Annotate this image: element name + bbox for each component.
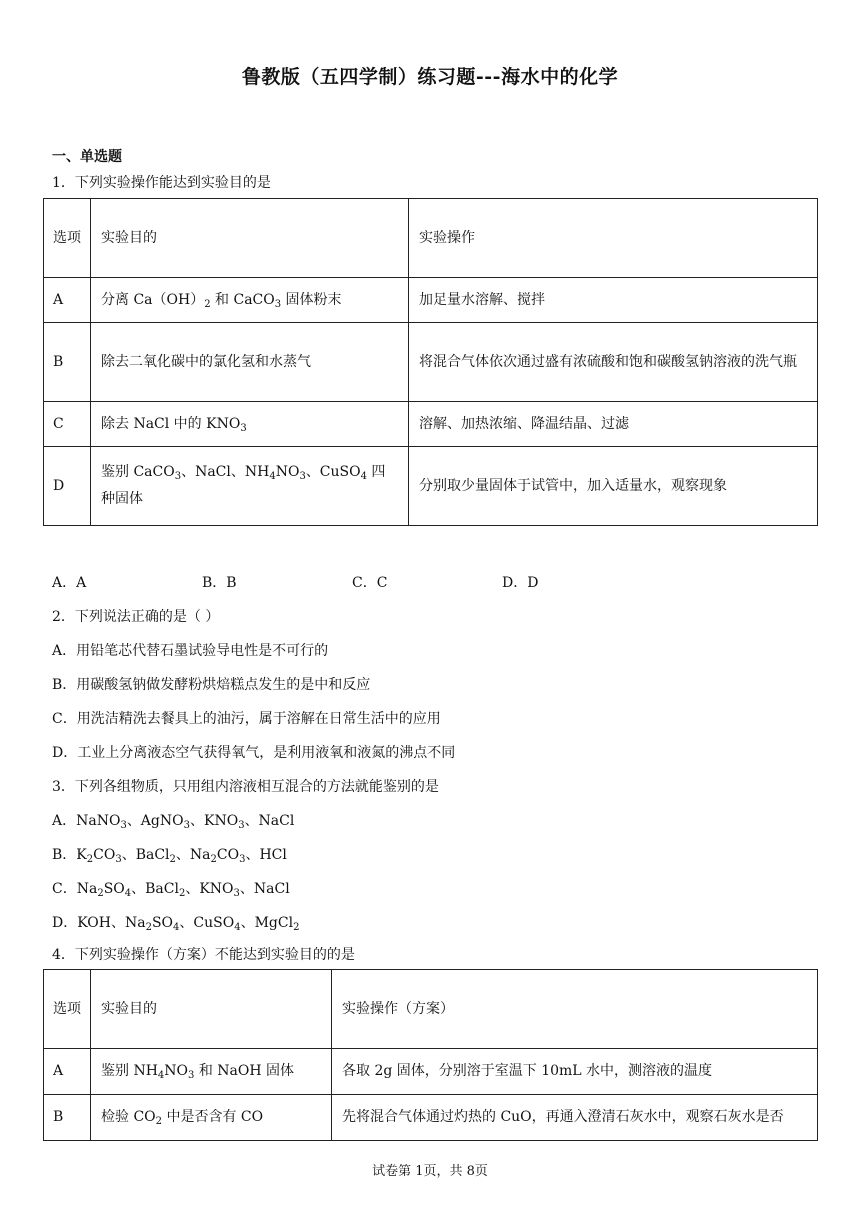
row-goal: 检验 $CO_2$ 中是否含有 CO	[91, 1095, 332, 1141]
table-row	[44, 447, 818, 526]
row-option: A	[44, 1049, 91, 1095]
row-option: B	[44, 323, 91, 402]
table-header-row	[44, 970, 818, 1049]
header-option: 选项	[44, 970, 91, 1049]
q1-table	[43, 198, 818, 526]
row-operation: 将混合气体依次通过盛有浓硫酸和饱和碳酸氢钠溶液的洗气瓶	[409, 323, 818, 402]
row-option: C	[44, 402, 91, 447]
row-operation: 溶解、加热浓缩、降温结晶、过滤	[409, 402, 818, 447]
table-row	[44, 402, 818, 447]
row-goal: 除去 NaCl 中的 $KNO_3$	[91, 402, 409, 447]
q1-choice-b: B．B	[202, 575, 237, 591]
q1-stem: 1．下列实验操作能达到实验目的是	[52, 175, 271, 191]
q2-stem: 2．下列说法正确的是（ ）	[52, 609, 220, 625]
row-goal: 分离 $Ca(OH)_2$ 和 CaCO$_3$ 固体粉末	[91, 278, 409, 323]
row-operation: 先将混合气体通过灼热的 CuO，再通入澄清石灰水中，观察石灰水是否	[332, 1095, 818, 1141]
row-operation: 分别取少量固体于试管中，加入适量水，观察现象	[409, 447, 818, 526]
q3-option-c: C．$Na_2SO_4$、BaCl$_2$、$KNO_3$、NaCl	[52, 881, 290, 899]
row-option: A	[44, 278, 91, 323]
header-operation: 实验操作	[409, 199, 818, 278]
row-operation: 各取 2g 固体，分别溶于室温下 10mL 水中，测溶液的温度	[332, 1049, 818, 1095]
row-option: B	[44, 1095, 91, 1141]
table-header-row	[44, 199, 818, 278]
table-row	[44, 1095, 818, 1141]
table-row	[44, 323, 818, 402]
q1-choice-c: C．C	[352, 575, 388, 591]
page-title: 鲁教版（五四学制）练习题---海水中的化学	[241, 66, 619, 88]
table-row	[44, 1049, 818, 1095]
header-goal: 实验目的	[91, 970, 332, 1049]
row-goal: 鉴别 CaCO$_3$、NaCl、$NH_4NO_3$、CuSO$_4$ 四种固体	[91, 447, 409, 526]
page-footer: 试卷第 1页，共 8页	[372, 1164, 488, 1179]
q2-option-a: A．用铅笔芯代替石墨试验导电性是不可行的	[52, 643, 329, 659]
q1-choice-d: D．D	[502, 575, 539, 591]
q3-option-a: A．NaNO$_3$、AgNO$_3$、$KNO_3$、NaCl	[52, 813, 295, 831]
q2-option-c: C．用洗洁精洗去餐具上的油污，属于溶解在日常生活中的应用	[52, 711, 441, 727]
row-goal: 除去二氧化碳中的氯化氢和水蒸气	[91, 323, 409, 402]
header-goal: 实验目的	[91, 199, 409, 278]
header-operation: 实验操作（方案）	[332, 970, 818, 1049]
q3-option-d: D．KOH、$Na_2SO_4$、CuSO$_4$、MgCl$_2$	[52, 915, 300, 933]
q1-choice-a: A．A	[52, 575, 87, 591]
row-option: D	[44, 447, 91, 526]
q4-stem: 4．下列实验操作（方案）不能达到实验目的的是	[52, 947, 355, 963]
q3-option-b: B．$K_2CO_3$、BaCl$_2$、$Na_2CO_3$、HCl	[52, 847, 287, 865]
header-option: 选项	[44, 199, 91, 278]
q2-option-d: D．工业上分离液态空气获得氧气，是利用液氧和液氮的沸点不同	[52, 745, 456, 761]
q2-option-b: B．用碳酸氢钠做发酵粉烘焙糕点发生的是中和反应	[52, 677, 371, 693]
section-heading: 一、单选题	[52, 149, 122, 165]
q4-table	[43, 969, 818, 1141]
row-operation: 加足量水溶解、搅拌	[409, 278, 818, 323]
q3-stem: 3．下列各组物质，只用组内溶液相互混合的方法就能鉴别的是	[52, 779, 439, 795]
table-row	[44, 278, 818, 323]
row-goal: 鉴别 $NH_4NO_3$ 和 NaOH 固体	[91, 1049, 332, 1095]
